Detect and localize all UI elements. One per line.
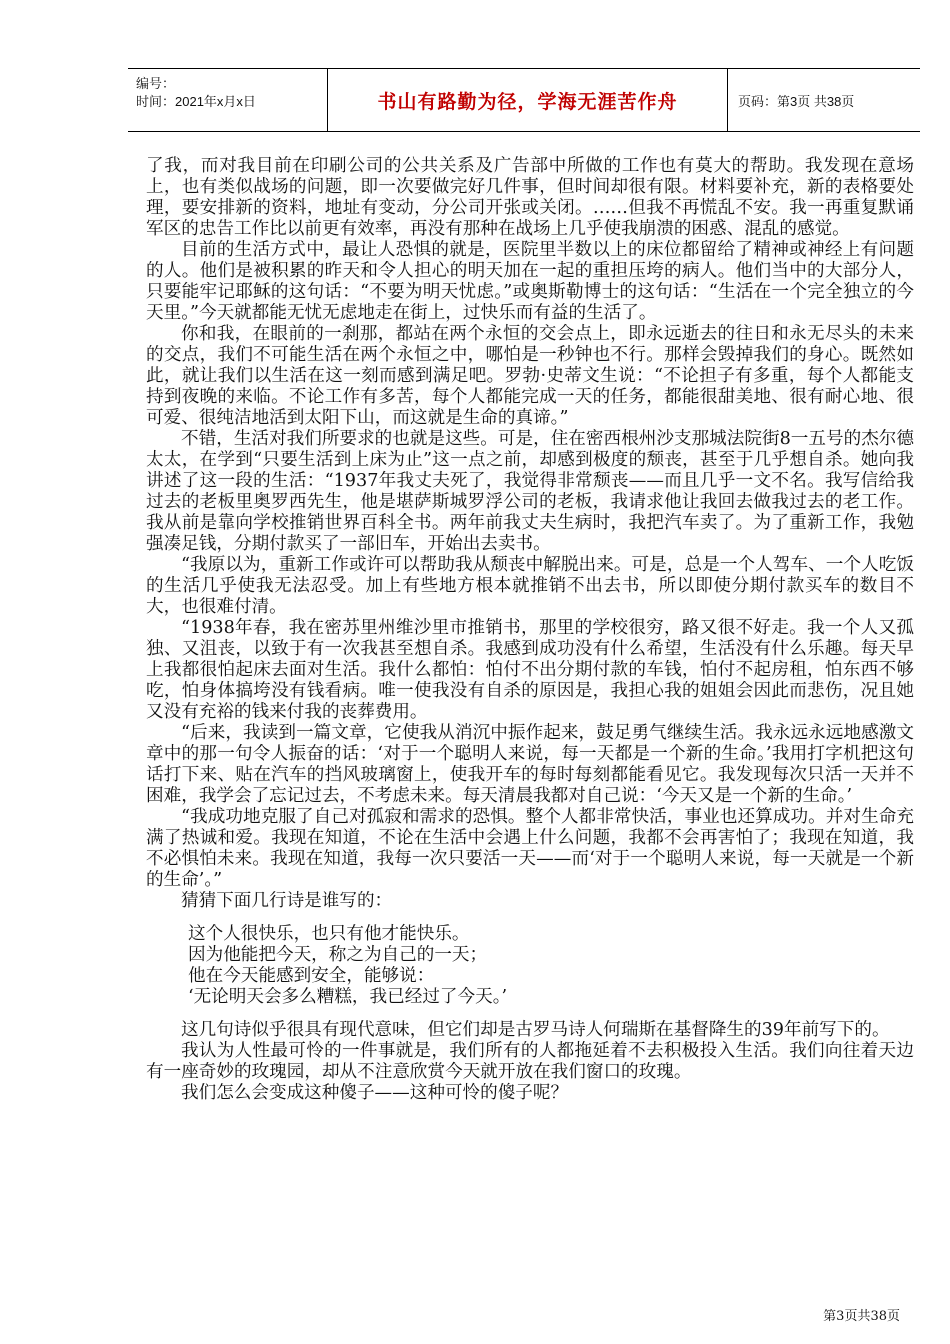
page-header — [128, 68, 920, 132]
body-paragraph: 你和我，在眼前的一刹那，都站在两个永恒的交会点上，即永远逝去的往日和永无尽头的未来的交点，我们不可能生活在两个永恒之中，哪怕是一秒钟也不行。那样会毁掉我们的身心。既然如此，就让我们以生活在这一刻而感到满足吧。罗勃·史蒂文生说：“不论担子有多重，每个人都能支持到夜晚的来临。不论工作有多苦，每个人都能完成一天的任务，都能很甜美地、很有耐心地、很可爱、很纯洁地活到太阳下山，而这就是生命的真谛。” — [146, 324, 914, 428]
page-footer: 第3页共38页 — [823, 1309, 900, 1324]
body-paragraph: 这几句诗似乎很具有现代意味，但它们却是古罗马诗人何瑞斯在基督降生的39年前写下的。 — [181, 1020, 890, 1040]
body-paragraph: “我成功地克服了自己对孤寂和需求的恐惧。整个人都非常快活，事业也还算成功。并对生命充满了热诚和爱。我现在知道，不论在生活中会遇上什么问题，我都不会再害怕了；我现在知道，我不必惧怕未来。我现在知道，我每一次只要活一天——而‘对于一个聪明人来说，每一天就是一个新的生命’。” — [146, 807, 914, 890]
header-motto: 书山有路勤为径，学海无涯苦作舟 — [328, 69, 728, 131]
header-meta — [128, 69, 328, 131]
body-paragraph: 猜猜下面几行诗是谁写的： — [181, 891, 393, 911]
body-paragraph: 目前的生活方式中，最让人恐惧的就是，医院里半数以上的床位都留给了精神或神经上有问题的人。他们是被积累的昨天和令人担心的明天加在一起的重担压垮的病人。他们当中的大部分人，只要能牢记耶稣的这句话：“不要为明天忧虑。”或奥斯勒博士的这句话：“生活在一个完全独立的今天里。”今天就都能无忧无虑地走在街上，过快乐而有益的生活了。 — [146, 240, 914, 323]
poem-line: ‘无论明天会多么糟糕，我已经过了今天。’ — [188, 987, 508, 1007]
body-paragraph: “我原以为，重新工作或许可以帮助我从颓丧中解脱出来。可是，总是一个人驾车、一个人吃饭的生活几乎使我无法忍受。加上有些地方根本就推销不出去书，所以即使分期付款买车的数目不大，也很难付清。 — [146, 555, 914, 617]
header-page-label: 页码：第3页 共38页 — [738, 93, 855, 109]
body-paragraph: “1938年春，我在密苏里州维沙里市推销书，那里的学校很穷，路又很不好走。我一个人又孤独、又沮丧，以致于有一次我甚至想自杀。我感到成功没有什么希望，生活没有什么乐趣。每天早上我都很怕起床去面对生活。我什么都怕：怕付不出分期付款的车钱，怕付不起房租，怕东西不够吃，怕身体搞垮没有钱看病。唯一使我没有自杀的原因是，我担心我的姐姐会因此而悲伤，况且她又没有充裕的钱来付我的丧葬费用。 — [146, 618, 914, 722]
document-number-label: 编号： — [136, 76, 176, 91]
document-body — [146, 156, 914, 1104]
poem-line: 他在今天能感到安全，能够说： — [188, 966, 435, 986]
body-paragraph: 了我，而对我目前在印刷公司的公共关系及广告部中所做的工作也有莫大的帮助。我发现在意场上，也有类似战场的问题，即一次要做完好几件事，但时间却很有限。材料要补充，新的表格要处理，要安排新的资料，地址有变动，分公司开张或关闭。……但我不再慌乱不安。我一再重复默诵军区的忠告工作比以前更有效率，再没有那种在战场上几乎使我崩溃的困惑、混乱的感觉。 — [146, 156, 914, 239]
body-paragraph: 我认为人性最可怜的一件事就是，我们所有的人都拖延着不去积极投入生活。我们向往着天边有一座奇妙的玫瑰园，却从不注意欣赏今天就开放在我们窗口的玫瑰。 — [146, 1041, 914, 1082]
body-paragraph: 不错，生活对我们所要求的也就是这些。可是，住在密西根州沙支那城法院街8一五号的杰尔德太太，在学到“只要生活到上床为止”这一点之前，却感到极度的颓丧，甚至于几乎想自杀。她向我讲述了这一段的生活：“1937年我丈夫死了，我觉得非常颓丧——而且几乎一文不名。我写信给我过去的老板里奥罗西先生，他是堪萨斯城罗浮公司的老板，我请求他让我回去做我过去的老工作。我从前是靠向学校推销世界百科全书。两年前我丈夫生病时，我把汽车卖了。为了重新工作，我勉强凑足钱，分期付款买了一部旧车，开始出去卖书。 — [146, 429, 914, 554]
body-paragraph: 我们怎么会变成这种傻子——这种可怜的傻子呢？ — [181, 1083, 569, 1103]
body-paragraph: “后来，我读到一篇文章，它使我从消沉中振作起来，鼓足勇气继续生活。我永远永远地感激文章中的那一句令人振奋的话：‘对于一个聪明人来说，每一天都是一个新的生命。’我用打字机把这句话打下来、贴在汽车的挡风玻璃窗上，使我开车的每时每刻都能看见它。我发现每次只活一天并不困难，我学会了忘记过去，不考虑未来。每天清晨我都对自己说：‘今天又是一个新的生命。’ — [146, 723, 914, 806]
poem-block — [188, 924, 914, 1008]
poem-line: 因为他能把今天，称之为自己的一天； — [188, 945, 488, 965]
poem-line: 这个人很快乐，也只有他才能快乐。 — [188, 924, 470, 944]
document-time-label: 时间：2021年x月x日 — [136, 94, 256, 109]
